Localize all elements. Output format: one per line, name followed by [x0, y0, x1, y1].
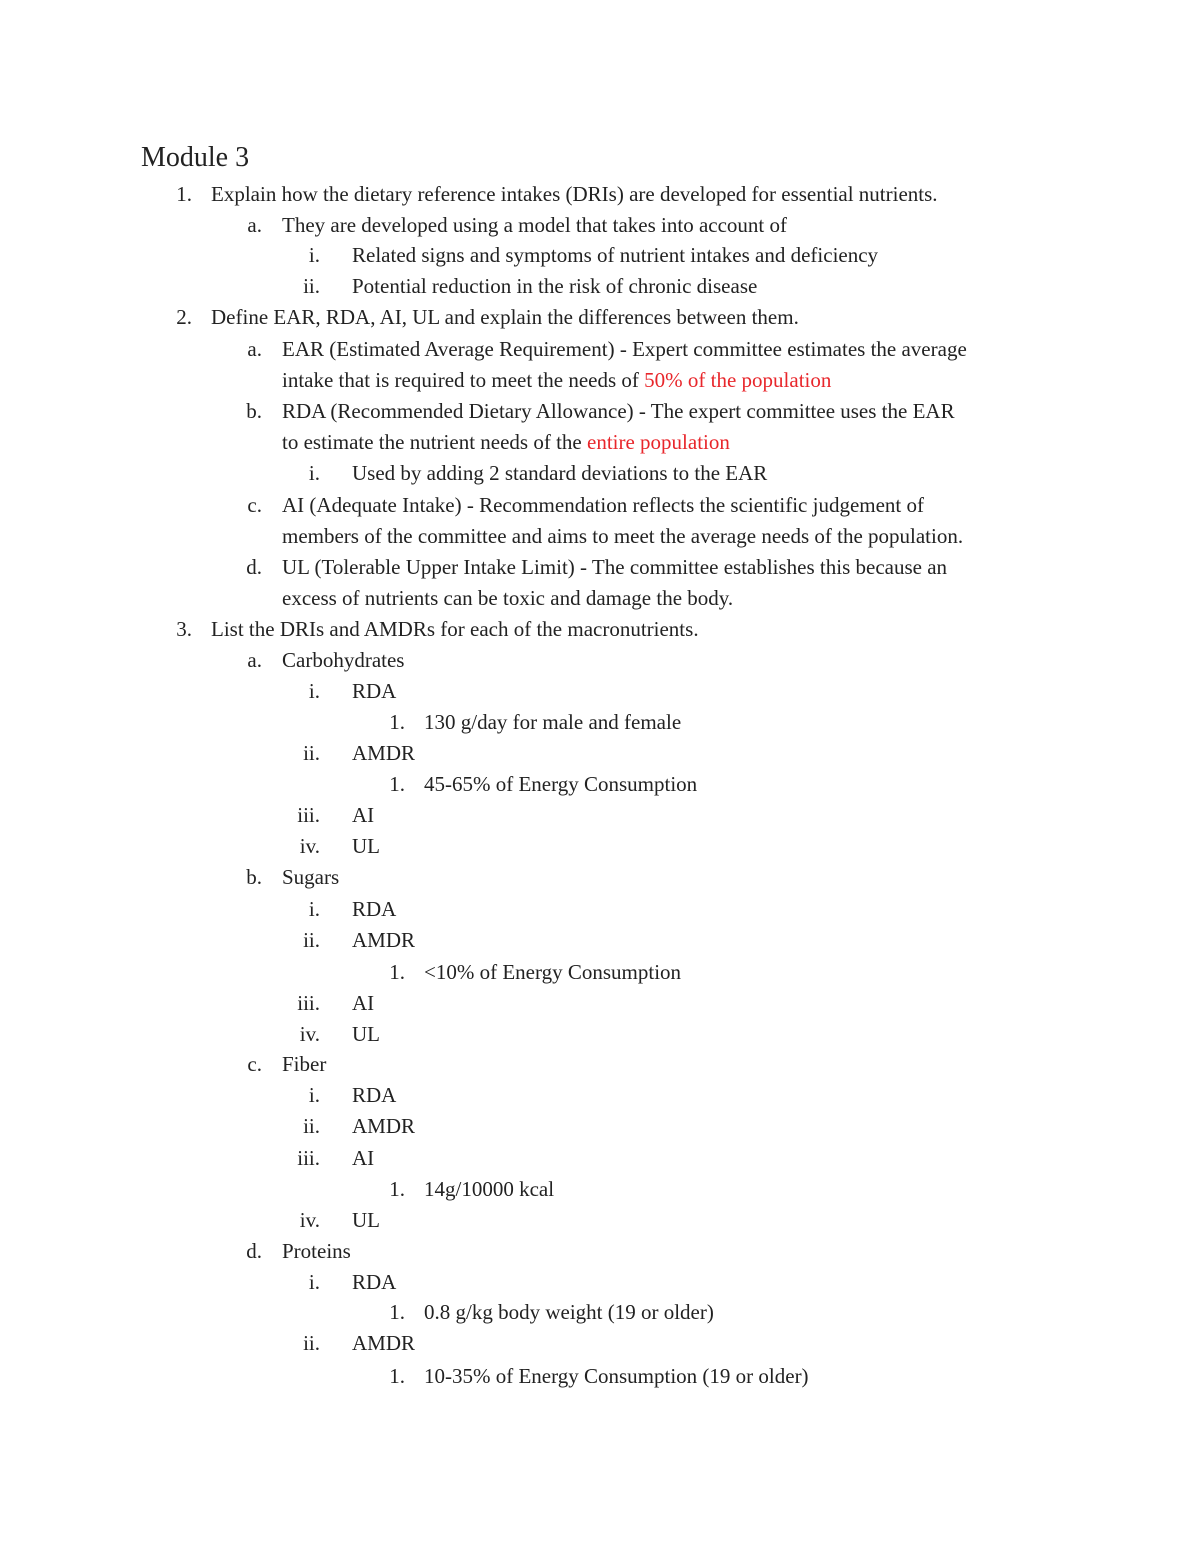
list-item-text: AMDR	[352, 1114, 416, 1138]
list-marker: d.	[246, 1239, 262, 1263]
list-item-text: AI	[352, 1146, 375, 1170]
list-item-text: <10% of Energy Consumption	[424, 960, 682, 984]
list-item-text: 14g/10000 kcal	[424, 1177, 555, 1201]
list-marker: ii.	[303, 741, 320, 765]
list-marker: ii.	[303, 1331, 320, 1355]
list-item-text: AI (Adequate Intake) - Recommendation reflects the scientific judgement of	[282, 493, 924, 517]
list-marker: b.	[246, 399, 262, 423]
list-marker: 1.	[389, 1177, 405, 1201]
list-item-text: UL	[352, 1208, 380, 1232]
list-marker: i.	[308, 243, 320, 267]
question-1-text: Explain how the dietary reference intakes (DRIs) are developed for essential nutrients.	[211, 182, 938, 206]
list-item-text: RDA	[352, 1270, 397, 1294]
list-item-text: UL	[352, 834, 380, 858]
list-marker: d.	[246, 555, 262, 579]
list-marker: iv.	[299, 1208, 320, 1232]
list-item-text: Sugars	[282, 865, 340, 889]
list-item-text: AMDR	[352, 928, 416, 952]
list-marker: i.	[308, 897, 320, 921]
list-item-text: They are developed using a model that takes into account of	[282, 213, 787, 237]
list-marker: i.	[308, 1270, 320, 1294]
list-item-text: intake that is required to meet the needs of	[282, 368, 645, 392]
list-marker: 1.	[389, 1300, 405, 1324]
list-marker: 1.	[389, 960, 405, 984]
list-item-text: 0.8 g/kg body weight (19 or older)	[424, 1300, 714, 1324]
list-item-text: 130 g/day for male and female	[424, 710, 682, 734]
list-item-text: AMDR	[352, 1331, 416, 1355]
list-item-text: Carbohydrates	[282, 648, 405, 672]
list-marker: iv.	[299, 1022, 320, 1046]
list-item-text: Fiber	[282, 1052, 327, 1076]
list-item-text: 45-65% of Energy Consumption	[424, 772, 698, 796]
list-item-text: Used by adding 2 standard deviations to the EAR	[352, 461, 768, 485]
highlighted-text: entire population	[587, 430, 730, 454]
list-marker: c.	[247, 1052, 262, 1076]
list-marker: i.	[308, 461, 320, 485]
question-3-text: List the DRIs and AMDRs for each of the macronutrients.	[211, 617, 699, 641]
list-marker: iv.	[299, 834, 320, 858]
list-item-text: members of the committee and aims to meet the average needs of the population.	[282, 524, 964, 548]
list-item-text: RDA	[352, 897, 397, 921]
page-title: Module 3	[141, 142, 250, 173]
list-marker: 1.	[389, 772, 405, 796]
list-marker: ii.	[303, 274, 320, 298]
question-2-text: Define EAR, RDA, AI, UL and explain the differences between them.	[211, 305, 799, 329]
list-marker: 1.	[176, 182, 192, 206]
list-item-text: RDA (Recommended Dietary Allowance) - The expert committee uses the EAR	[282, 399, 955, 423]
list-marker: a.	[247, 337, 262, 361]
list-marker: iii.	[297, 803, 320, 827]
list-marker: a.	[247, 648, 262, 672]
list-item-text: 10-35% of Energy Consumption (19 or older)	[424, 1364, 809, 1388]
list-marker: i.	[308, 1083, 320, 1107]
list-marker: b.	[246, 865, 262, 889]
list-item-text: excess of nutrients can be toxic and damage the body.	[282, 586, 734, 610]
list-item-text: RDA	[352, 679, 397, 703]
list-item-text: EAR (Estimated Average Requirement) - Expert committee estimates the average	[282, 337, 967, 361]
list-marker: ii.	[303, 928, 320, 952]
list-marker: a.	[247, 213, 262, 237]
list-item-text: AI	[352, 991, 375, 1015]
list-item-text: UL (Tolerable Upper Intake Limit) - The committee establishes this because an	[282, 555, 948, 579]
list-item-text-continued	[282, 365, 831, 396]
list-item-text: Proteins	[282, 1239, 351, 1263]
list-marker: iii.	[297, 991, 320, 1015]
list-marker: c.	[247, 493, 262, 517]
list-marker: 1.	[389, 710, 405, 734]
list-item-text: to estimate the nutrient needs of the	[282, 430, 587, 454]
list-item-text: Related signs and symptoms of nutrient intakes and deficiency	[352, 243, 879, 267]
list-marker: ii.	[303, 1114, 320, 1138]
highlighted-text: 50% of the population	[644, 368, 832, 392]
list-marker: 1.	[389, 1364, 405, 1388]
list-marker: iii.	[297, 1146, 320, 1170]
list-item-text: AI	[352, 803, 375, 827]
list-item-text-continued	[282, 427, 730, 458]
list-item-text: Potential reduction in the risk of chronic disease	[352, 274, 758, 298]
list-item-text: UL	[352, 1022, 380, 1046]
list-item-text: RDA	[352, 1083, 397, 1107]
list-marker: 3.	[176, 617, 192, 641]
list-item-text: AMDR	[352, 741, 416, 765]
list-marker: 2.	[176, 305, 192, 329]
list-marker: i.	[308, 679, 320, 703]
